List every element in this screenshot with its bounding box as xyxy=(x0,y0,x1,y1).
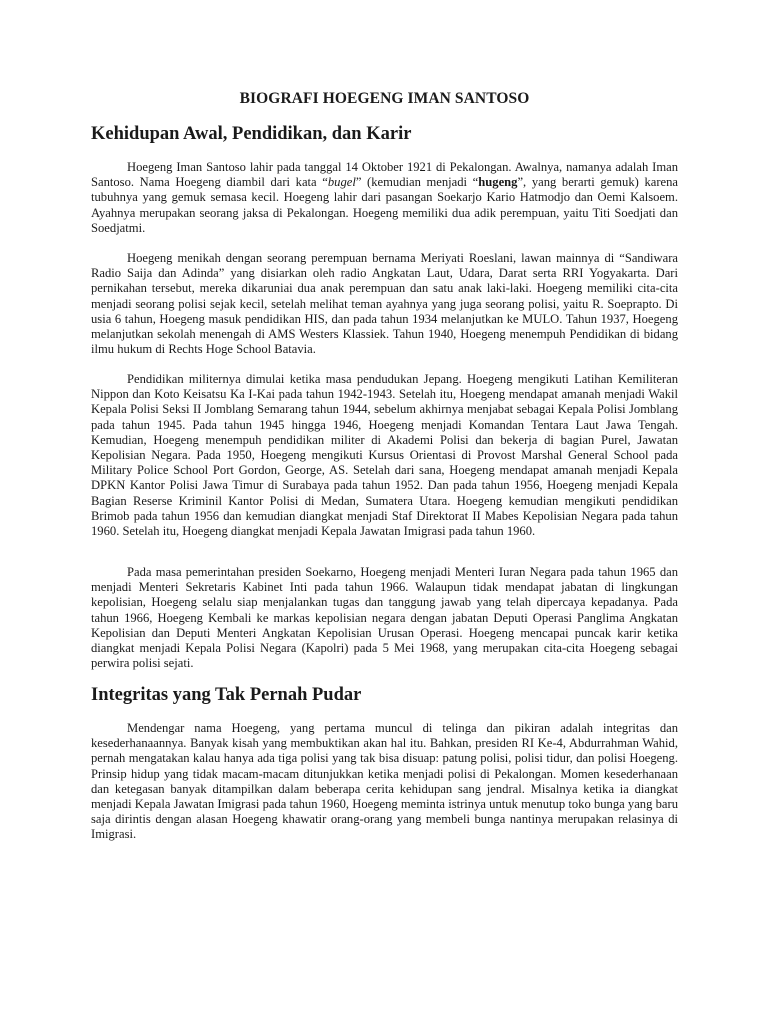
section-heading-integrity: Integritas yang Tak Pernah Pudar xyxy=(91,685,362,705)
paragraph-ministerial-career: Pada masa pemerintahan presiden Soekarno, Hoegeng menjadi Menteri Iuran Negara pada tahun 1965 dan menjadi Menteri Sekretaris Kabinet Inti pada tahun 1966. Walaupun tidak mendapat jabatan di lingkungan kepolisian, Hoegeng selalu siap menjalankan tugas dan tanggung jawab yang telah dipercaya kepadanya. Pada tahun 1966, Hoegeng Kembali ke markas kepolisian negara dengan jabatan Deputi Operasi Panglima Angkatan Kepolisian dan Deputi Menteri Angkatan Kepolisian Urusan Operasi. Hoegeng mencapai puncak karir ketika diangkat menjadi Kepala Polisi Negara (Kapolri) pada 5 Mei 1968, yang merupakan cita-cita Hoegeng sebagai perwira polisi sejati. xyxy=(91,565,678,671)
document-title: BIOGRAFI HOEGENG IMAN SANTOSO xyxy=(239,90,530,107)
paragraph-military-career: Pendidikan militernya dimulai ketika masa pendudukan Jepang. Hoegeng mengikuti Latihan Kemiliteran Nippon dan Koto Keisatsu Ka I-Kai pada tahun 1942-1943. Setelah itu, Hoegeng mendapat amanah menjadi Wakil Kepala Polisi Seksi II Jomblang Semarang tahun 1944, sebelum akhirnya menjabat sebagai Kepala Polisi Jomblang pada tahun 1945. Pada tahun 1945 hingga 1946, Hoegeng menjadi Komandan Tentara Laut Jawa Tengah. Kemudian, Hoegeng menempuh pendidikan militer di Akademi Polisi dan bekerja di bagian Purel, Jawatan Kepolisian Negara. Pada 1950, Hoegeng mengikuti Kursus Orientasi di Provost Marshal General School pada Military Police School Port Gordon, George, AS. Setelah dari sana, Hoegeng mendapat amanah menjadi Kepala DPKN Kantor Polisi Jawa Timur di Surabaya pada tahun 1952. Dan pada tahun 1956, Hoegeng menjadi Kepala Bagian Reserse Kriminil Kantor Polisi di Medan, Sumatera Utara. Hoegeng kemudian mengikuti pendidikan Brimob pada tahun 1956 dan kemudian diangkat menjadi Staf Direktorat II Mabes Kepolisian Negara pada tahun 1960. Setelah itu, Hoegeng diangkat menjadi Kepala Jawatan Imigrasi pada tahun 1960. xyxy=(91,372,678,539)
emphasis-hugeng: hugeng xyxy=(478,175,518,190)
paragraph-birth: Hoegeng Iman Santoso lahir pada tanggal 14 Oktober 1921 di Pekalongan. Awalnya, namanya adalah Iman Santoso. Nama Hoegeng diambil dari kata “bugel” (kemudian menjadi “hugeng”, yang berarti gemuk) karena tubuhnya yang gemuk semasa kecil. Hoegeng lahir dari pasangan Soekarjo Kario Hatmodjo dan Oemi Kalsoem. Ayahnya merupakan seorang jaksa di Pekalongan. Hoegeng memiliki dua adik perempuan, yaitu Titi Soedjati dan Soedjatmi. xyxy=(91,160,679,235)
emphasis-bugel: bugel xyxy=(327,175,356,190)
paragraph-integrity: Mendengar nama Hoegeng, yang pertama muncul di telinga dan pikiran adalah integritas dan kesederhanaannya. Banyak kisah yang membuktikan akan hal itu. Bahkan, presiden RI Ke-4, Abdurrahman Wahid, pernah mengatakan kalau hanya ada tiga polisi yang tak bisa disuap: patung polisi, polisi tidur, dan polisi Hoegeng. Prinsip hidup yang tidak macam-macam ditunjukkan ketika menjadi polisi di Pekalongan. Momen kesederhanaan dan ketegasan banyak ditampilkan dalam beberapa cerita kehidupan sang jendral. Misalnya ketika ia diangkat menjadi Kepala Jawatan Imigrasi pada tahun 1960, Hoegeng meminta istrinya untuk menutup toko bunga yang baru saja dirintis dengan alasan Hoegeng khawatir orang-orang yang membeli bunga nantinya merupakan relasinya di Imigrasi. xyxy=(91,721,678,842)
section-heading-early-life: Kehidupan Awal, Pendidikan, dan Karir xyxy=(91,124,412,144)
paragraph-marriage-education: Hoegeng menikah dengan seorang perempuan bernama Meriyati Roeslani, lawan mainnya di “Sandiwara Radio Saija dan Adinda” yang disiarkan oleh radio Angkatan Laut, Udara, Darat serta RRI Yogyakarta. Dari pernikahan tersebut, mereka dikaruniai dua anak perempuan dan satu anak laki-laki. Hoegeng memiliki cita-cita menjadi seorang polisi sejak kecil, setelah melihat teman ayahnya yang juga seorang polisi, yaitu R. Soeprapto. Di usia 6 tahun, Hoegeng masuk pendidikan HIS, dan pada tahun 1934 melanjutkan ke MULO. Tahun 1937, Hoegeng melanjutkan sekolah menengah di AMS Westers Klassiek. Tahun 1940, Hoegeng menempuh Pendidikan di bidang ilmu hukum di Rechts Hoge School Batavia. xyxy=(91,251,678,357)
